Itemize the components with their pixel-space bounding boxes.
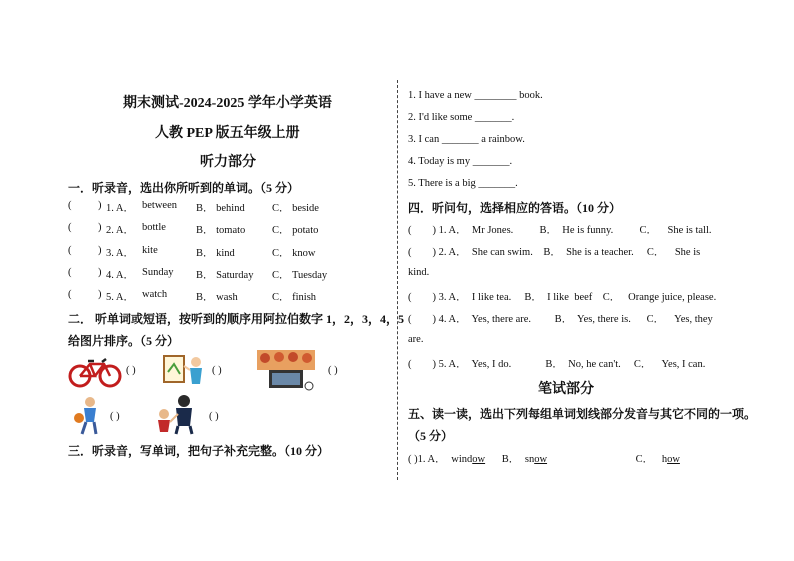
listening-heading: 听力部分 — [200, 155, 256, 170]
fill-sentence: 5. There is a big _______. — [408, 178, 518, 189]
option-b-word: snow — [524, 454, 548, 465]
s1-a: kite — [142, 244, 158, 256]
option-c-label: C． — [635, 454, 654, 465]
fill-sentence: 1. I have a new ________ book. — [408, 90, 543, 101]
bicycle-icon — [68, 356, 122, 388]
s1-a: bottle — [142, 222, 166, 234]
option-a-word: window — [451, 454, 486, 465]
fill-sentence: 2. I'd like some _______. — [408, 112, 515, 123]
item-paren: ( )1. A． — [408, 454, 446, 465]
family-hug-icon — [146, 394, 202, 436]
s1-paren: ( — [68, 222, 72, 234]
s1-close: ) — [98, 244, 102, 256]
page-subtitle: 人教 PEP 版五年级上册 — [155, 126, 300, 141]
section-2-heading-line2: 给图片排序。（5 分） — [68, 334, 180, 348]
s1-no: 1. A． — [106, 203, 135, 214]
s4-line: ( ) 3. A． I like tea. B． I like beef C． Orange juice, please. — [408, 291, 717, 303]
s1-paren: ( — [68, 289, 72, 301]
picture-1-answer: ( ) — [126, 365, 136, 376]
s1-b: B． tomato — [196, 225, 246, 237]
s1-b: B． behind — [196, 203, 245, 214]
s4-line: ( ) 2. A． She can swim. B． She is a teacher. C． She is — [408, 247, 701, 259]
s1-c: C． potato — [272, 225, 319, 237]
s1-b: B． wash — [196, 292, 238, 304]
section-3-heading: 三．听录音，写单词，把句子补充完整。（10 分） — [68, 444, 330, 458]
fill-sentence: 3. I can _______ a rainbow. — [408, 134, 525, 145]
s1-no: 5. A． — [106, 292, 135, 304]
s1-c: C． know — [272, 247, 316, 259]
fill-sentence: 4. Today is my _______. — [408, 156, 513, 167]
column-divider — [397, 80, 398, 480]
section-5-heading: 五、读一读，选出下列每组单词划线部分发音与其它不同的一项。 — [408, 407, 757, 421]
s4-line: ( ) 5. A． Yes, I do. B． No, he can't. C． Yes, I can. — [408, 358, 706, 370]
s1-paren: ( — [68, 200, 72, 211]
s4-line: ( ) 1. A． Mr Jones. B． He is funny. C． She is tall. — [408, 225, 712, 236]
s1-paren: ( — [68, 244, 72, 256]
s1-a: watch — [142, 289, 168, 301]
page-title: 期末测试-2024-2025 学年小学英语 — [123, 96, 332, 111]
s4-line: kind. — [408, 266, 430, 278]
s1-close: ) — [98, 266, 102, 278]
s1-a: between — [142, 200, 177, 211]
s4-line: ( ) 4. A． Yes, there are. B． Yes, there is. C． Yes, they — [408, 314, 713, 326]
s1-no: 4. A． — [106, 269, 135, 281]
s1-b: B． kind — [196, 247, 235, 259]
s1-no: 2. A． — [106, 225, 135, 237]
picture-3-answer: ( ) — [328, 365, 338, 376]
painting-icon — [160, 352, 206, 388]
s1-a: Sunday — [142, 266, 174, 278]
s1-close: ) — [98, 222, 102, 234]
picture-2-answer: ( ) — [212, 365, 222, 376]
section-1-heading: 一．听录音，选出你所听到的单词。（5 分） — [68, 181, 300, 195]
option-b-label: B． — [501, 454, 520, 465]
s1-close: ) — [98, 289, 102, 301]
written-heading: 笔试部分 — [538, 382, 594, 397]
s1-c: C． Tuesday — [272, 269, 328, 281]
basketball-icon — [72, 396, 104, 436]
section-5-item-1 — [408, 451, 680, 466]
section-2-heading-line1: 二． 听单词或短语，按听到的顺序用阿拉伯数字 1，2，3，4，5 — [68, 312, 405, 326]
s1-no: 3. A． — [106, 247, 135, 259]
option-c-word: how — [661, 454, 680, 465]
watching-tv-icon — [255, 348, 317, 392]
s1-c: C． finish — [272, 292, 317, 304]
section-4-heading: 四．听问句，选择相应的答语。（10 分） — [408, 201, 622, 215]
s1-b: B． Saturday — [196, 269, 254, 281]
picture-5-answer: ( ) — [209, 411, 219, 422]
s1-paren: ( — [68, 266, 72, 278]
section-5-score: （5 分） — [408, 429, 454, 443]
s1-c: C． beside — [272, 203, 319, 214]
s4-line: are. — [408, 333, 424, 345]
s1-close: ) — [98, 200, 102, 211]
picture-4-answer: ( ) — [110, 411, 120, 422]
